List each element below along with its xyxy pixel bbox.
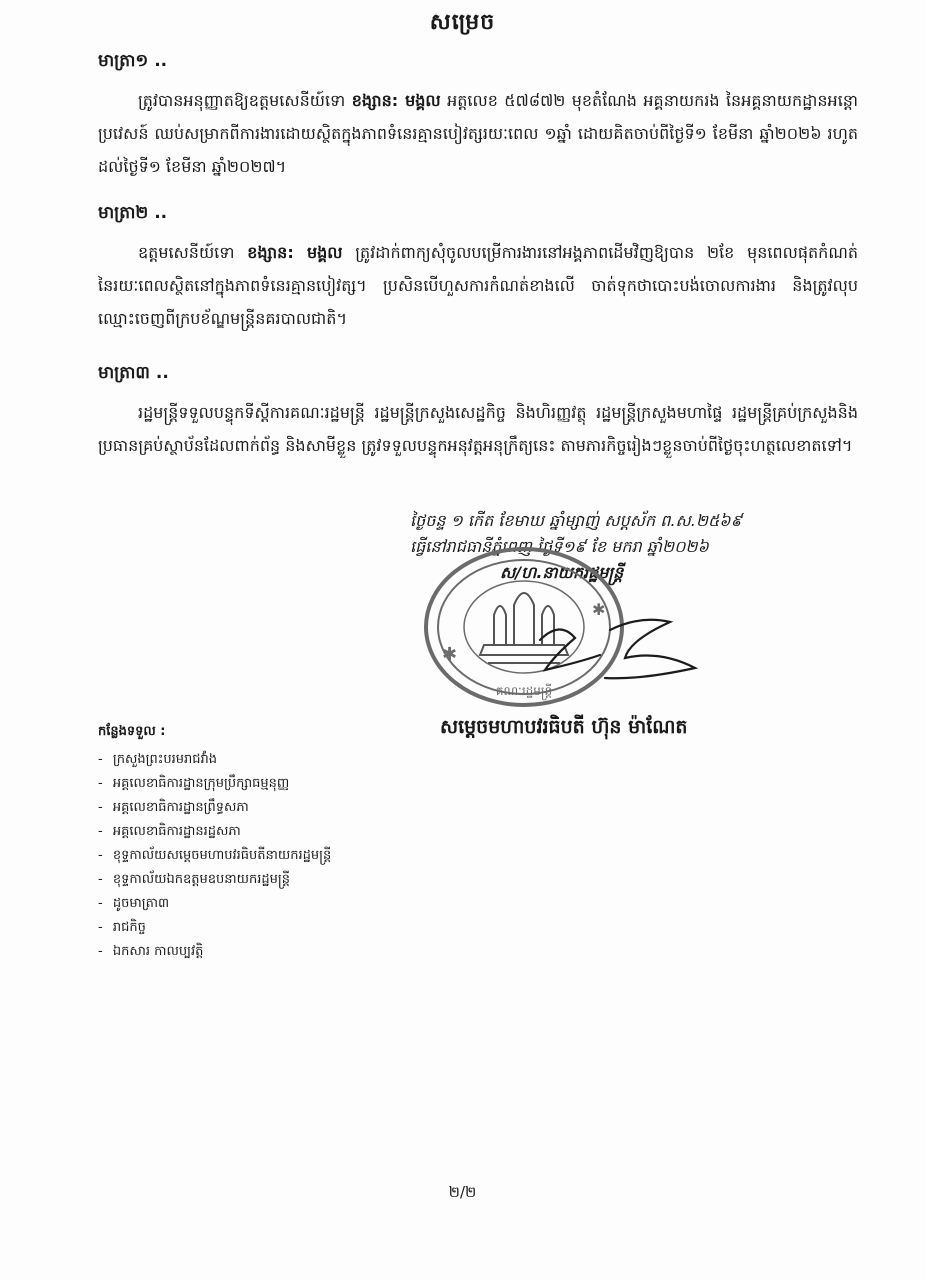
handwritten-signature-icon bbox=[520, 600, 720, 690]
article-3-heading: មាត្រា៣ .. bbox=[98, 363, 169, 383]
article-3-text bbox=[98, 396, 858, 462]
recipients-title: កន្លែងទទួល : bbox=[98, 724, 166, 739]
recipient-item: - អគ្គលេខាធិការដ្ឋានព្រឹទ្ធសភា bbox=[98, 796, 331, 820]
article-1-lead: ត្រូវបានអនុញ្ញាតឱ្យឧត្ដមសេនីយ៍ទោ bbox=[138, 91, 346, 110]
recipients-list bbox=[98, 720, 331, 964]
place-and-date: ធ្វើនៅរាជធានីភ្នំពេញ ថ្ងៃទី១៩ ខែ មករា ឆ្នាំ២០២៦ bbox=[410, 537, 709, 556]
article-1-heading: មាត្រា១ .. bbox=[98, 51, 168, 71]
document-title: សម្រេច bbox=[429, 10, 496, 35]
recipient-item: - អគ្គលេខាធិការដ្ឋានក្រុមប្រឹក្សាធម្មនុញ្ញ bbox=[98, 772, 331, 796]
article-2-person-name: ខង្សាន: មង្គល bbox=[247, 243, 343, 262]
recipient-item: - ខុទ្ទកាល័យឯកឧត្តមឧបនាយករដ្ឋមន្ត្រី bbox=[98, 868, 331, 892]
lunar-date: ថ្ងៃចន្ទ ១ កើត ខែមាឃ ឆ្នាំម្សាញ់ សប្តស័ក ព.ស.២៥៦៩ bbox=[410, 511, 742, 530]
signatory-role: ស/ហ.នាយករដ្ឋមន្ត្រី bbox=[500, 563, 624, 582]
article-1-text bbox=[98, 84, 858, 183]
article-2-lead: ឧត្ដមសេនីយ៍ទោ bbox=[138, 243, 235, 262]
article-3-rest: រដ្ឋមន្ត្រីទទួលបន្ទុកទីស្តីការគណៈរដ្ឋមន្ត្រី រដ្ឋមន្ត្រីក្រសួងសេដ្ឋកិច្ច និងហិរញ្ញវត្ថុ រដ្ឋមន្ត្រីក្រសួងមហាផ្ទៃ រដ្ឋមន្ត្រីគ្រប់ក្រសួងនិងប្រធានគ្រប់ស្ថាប័នដែលពាក់ព័ន្ធ និងសាមីខ្លួន ត្រូវទទួលបន្ទុកអនុវត្តអនុក្រឹត្យនេះ តាមភារកិច្ចរៀងៗខ្លួនចាប់ពីថ្ងៃចុះហត្ថលេខាតទៅ។ bbox=[98, 403, 858, 455]
svg-text:✱: ✱ bbox=[592, 600, 606, 619]
recipient-item: - ក្រសួងព្រះបរមរាជវាំង bbox=[98, 748, 331, 772]
recipient-item: - រាជកិច្ច bbox=[98, 916, 331, 940]
recipient-item: - អគ្គលេខាធិការដ្ឋានរដ្ឋសភា bbox=[98, 820, 331, 844]
article-2-text bbox=[98, 236, 858, 335]
signer-name: សម្ដេចមហាបវរធិបតី ហ៊ុន ម៉ាណែត bbox=[440, 716, 688, 738]
seal-inner-text: គណៈរដ្ឋមន្ត្រី bbox=[495, 684, 553, 698]
article-2-rest: ត្រូវដាក់ពាក្យសុំចូលបម្រើការងារនៅអង្គភាពដើមវិញឱ្យបាន ២ខែ មុនពេលផុតកំណត់នៃរយៈពេលស្ថិតនៅក្នុងភាពទំនេរគ្មានបៀវត្ស។ ប្រសិនបើហួសការកំណត់ខាងលើ ចាត់ទុកថាបោះបង់ចោលការងារ និងត្រូវលុបឈ្មោះចេញពីក្របខ័ណ្ឌមន្ត្រីនគរបាលជាតិ។ bbox=[98, 243, 859, 328]
recipient-item: - ដូចមាត្រា៣ bbox=[98, 892, 331, 916]
article-2-heading: មាត្រា២ .. bbox=[98, 203, 168, 223]
article-1-person-name: ខង្សាន: មង្គល bbox=[351, 91, 441, 110]
page-number: ២/២ bbox=[448, 1183, 477, 1201]
svg-text:✱: ✱ bbox=[442, 644, 458, 665]
recipient-item: - ខុទ្ទកាល័យសម្ដេចមហាបវរធិបតីនាយករដ្ឋមន្ត្រី bbox=[98, 844, 331, 868]
recipient-item: - ឯកសារ កាលប្បវត្តិ bbox=[98, 940, 331, 964]
article-1-rest: អត្តលេខ ៥៧៨៧២ មុខតំណែង អគ្គនាយករង នៃអគ្គនាយកដ្ឋានអន្តោប្រវេសន៍ ឈប់សម្រាកពីការងារដោយស្ថិតក្នុងភាពទំនេរគ្មានបៀវត្សរយៈពេល ១ឆ្នាំ ដោយគិតចាប់ពីថ្ងៃទី១ ខែមីនា ឆ្នាំ២០២៦ រហូតដល់ថ្ងៃទី១ ខែមីនា ឆ្នាំ២០២៧។ bbox=[98, 91, 859, 176]
